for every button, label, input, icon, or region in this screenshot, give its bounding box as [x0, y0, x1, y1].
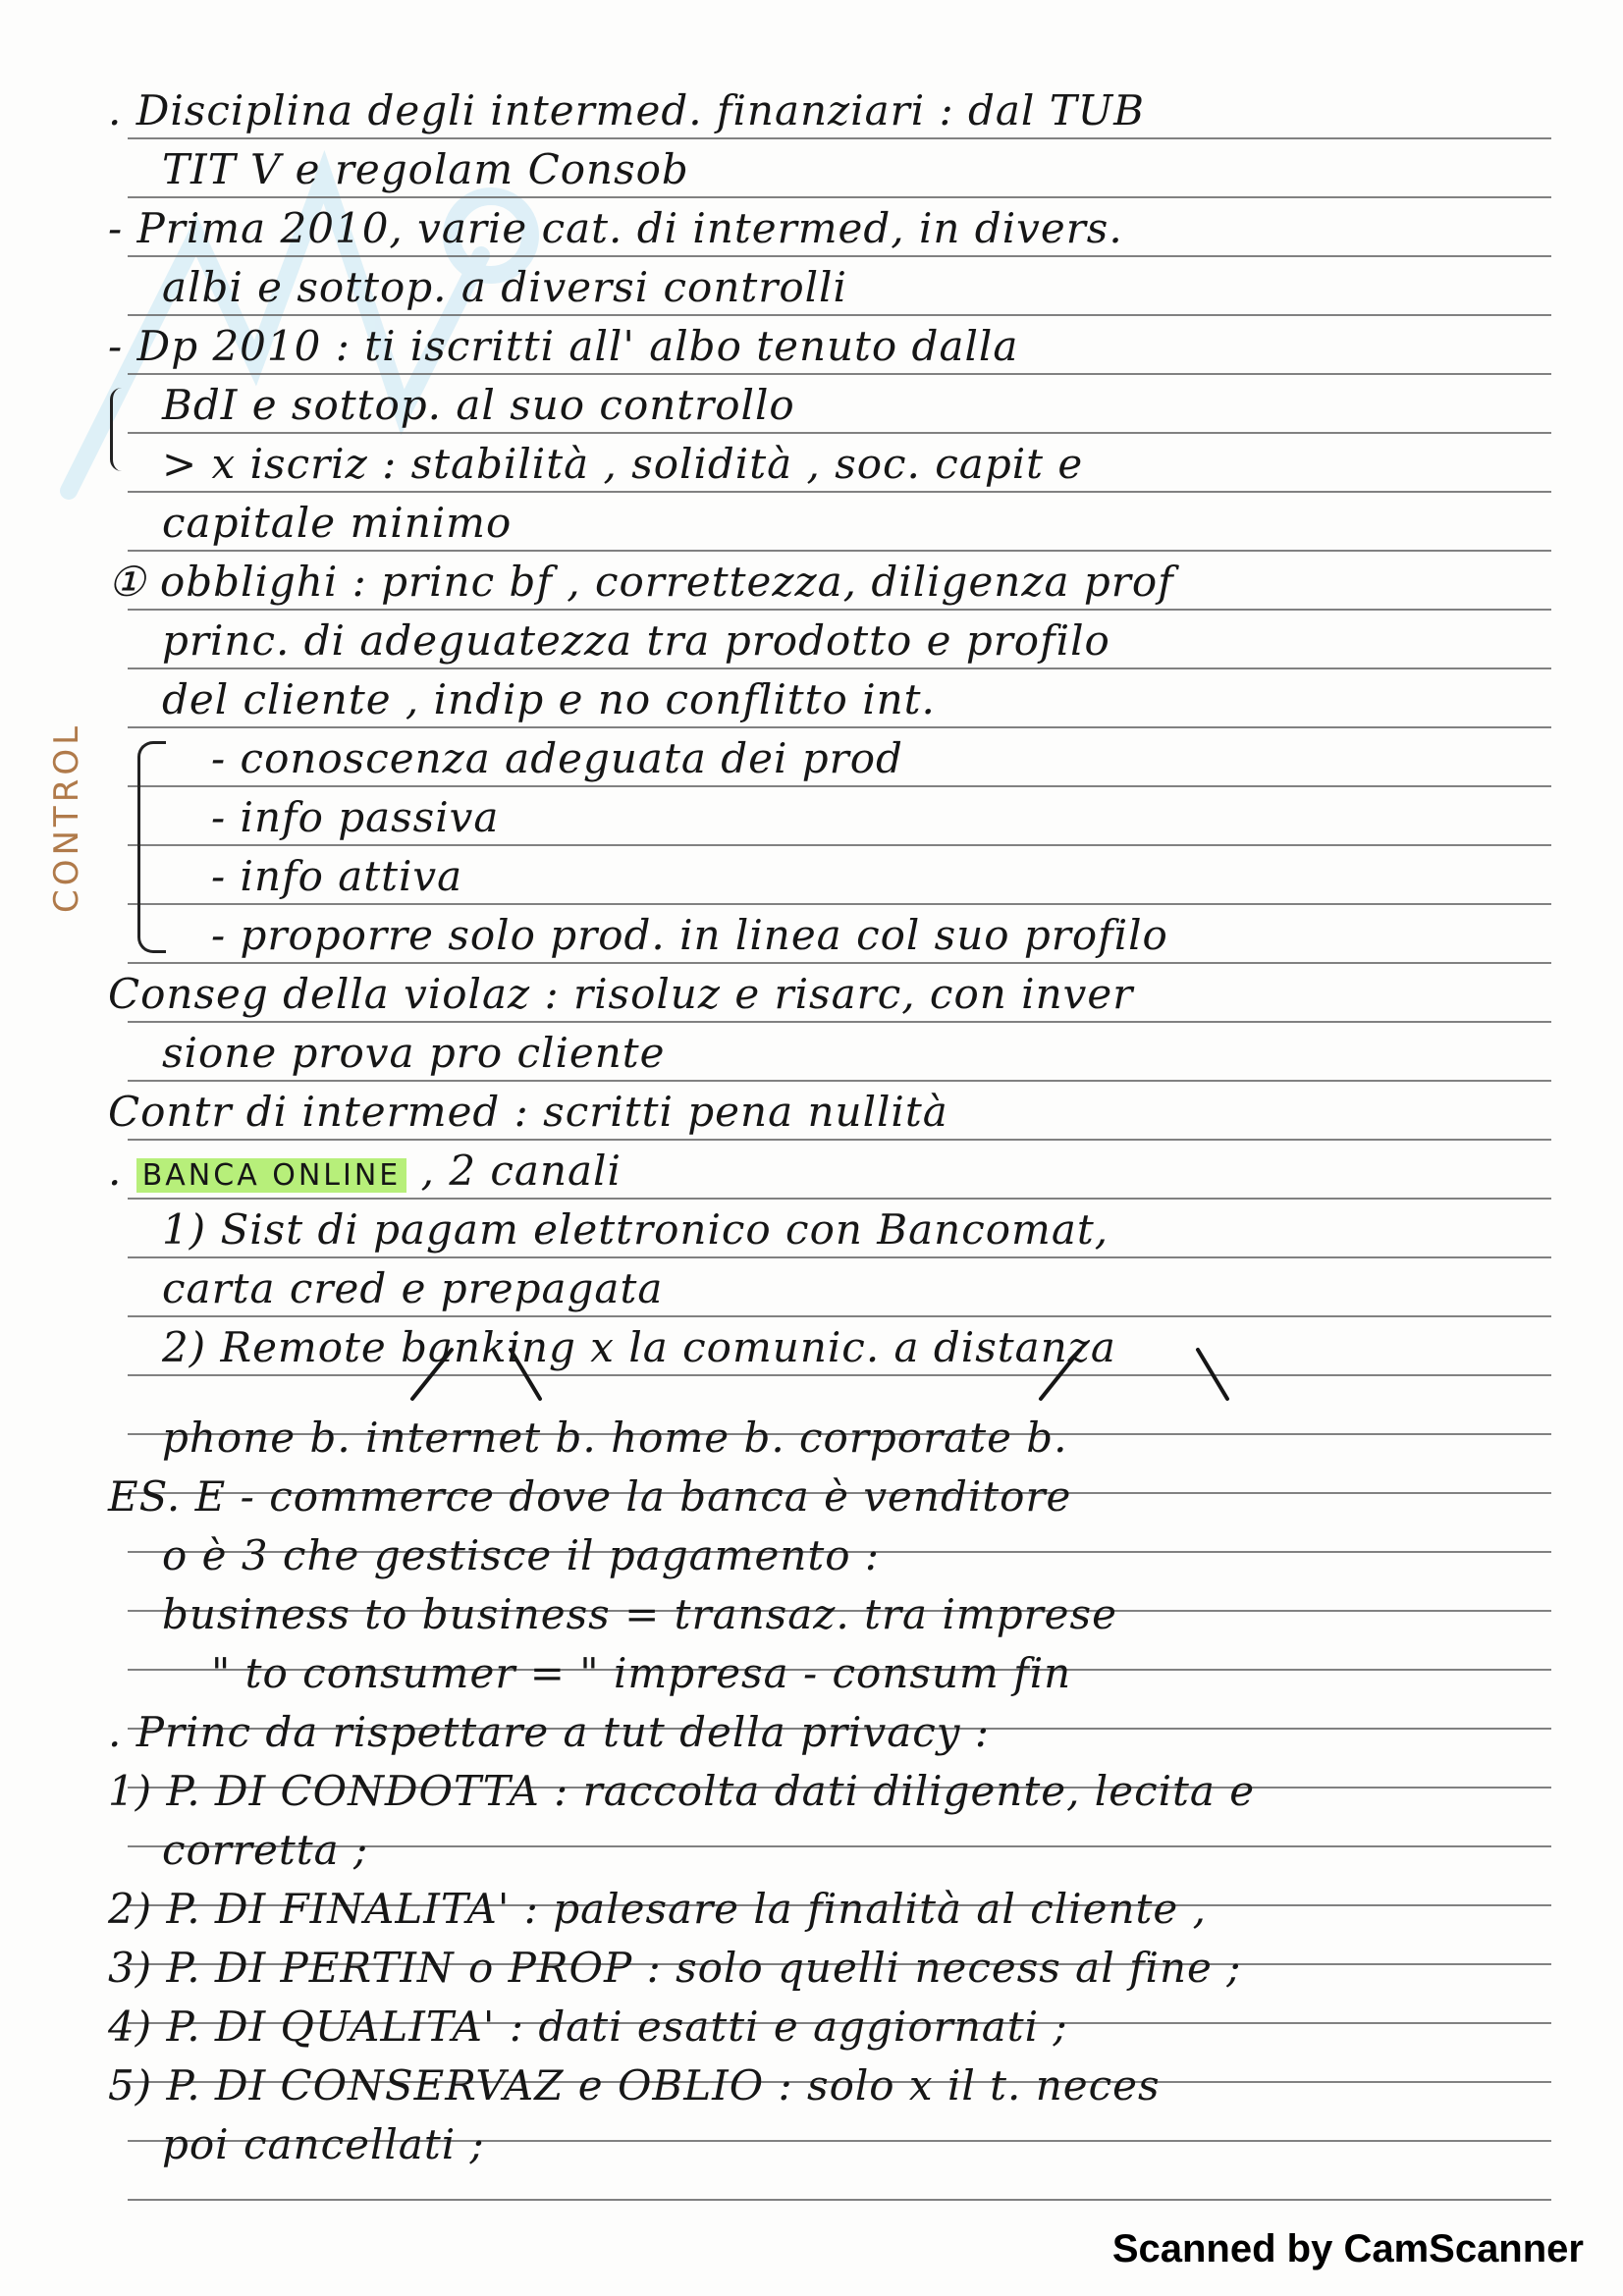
ruled-line	[128, 491, 1551, 493]
ruled-line	[128, 1080, 1551, 1082]
note-line-suffix: , 2 canali	[406, 1147, 622, 1195]
note-line: o è 3 che gestisce il pagamento :	[162, 1531, 881, 1579]
note-line: business to business = transaz. tra imprese	[162, 1590, 1117, 1638]
note-line: 4) P. DI QUALITA' : dati esatti e aggiornati ;	[108, 2002, 1068, 2051]
note-line: " to consumer = " impresa - consum fin	[211, 1649, 1072, 1697]
note-line: carta cred e prepagata	[162, 1264, 664, 1312]
highlighted-heading: BANCA ONLINE	[136, 1158, 407, 1193]
note-line: 2) P. DI FINALITA' : palesare la finalità al cliente ,	[108, 1885, 1207, 1933]
note-line: ES. E - commerce dove la banca è venditore	[108, 1472, 1072, 1521]
ruled-line	[128, 1139, 1551, 1141]
note-line: 3) P. DI PERTIN o PROP : solo quelli necess al fine ;	[108, 1944, 1242, 1992]
note-line: del cliente , indip e no conflitto int.	[162, 675, 936, 723]
note-line: . Princ da rispettare a tut della privacy :	[108, 1708, 991, 1756]
note-line: 1) P. DI CONDOTTA : raccolta dati diligente, lecita e	[108, 1767, 1256, 1815]
ruled-line	[128, 667, 1551, 669]
margin-note: CONTROL	[47, 721, 86, 913]
ruled-line	[128, 844, 1551, 846]
ruled-line	[128, 196, 1551, 198]
ruled-line	[128, 726, 1551, 728]
dot-bullet: .	[108, 1147, 136, 1195]
ruled-line	[128, 550, 1551, 552]
note-line: ① obblighi : princ bf , correttezza, diligenza prof	[108, 558, 1174, 606]
note-line: phone b. internet b. home b. corporate b.	[162, 1414, 1068, 1462]
note-line: . Disciplina degli intermed. finanziari : dal TUB	[108, 86, 1145, 134]
ruled-line	[128, 314, 1551, 316]
ruled-line	[128, 432, 1551, 434]
ruled-line	[128, 785, 1551, 787]
note-line: Conseg della violaz : risoluz e risarc, con inver	[108, 970, 1134, 1018]
note-line: 1) Sist di pagam elettronico con Bancomat,	[162, 1205, 1109, 1254]
branch-arrows	[393, 1345, 1276, 1404]
ruled-line	[128, 373, 1551, 375]
note-line: - info attiva	[211, 852, 463, 900]
note-line: - info passiva	[211, 793, 500, 841]
note-line: Contr di intermed : scritti pena nullità	[108, 1088, 948, 1136]
note-line: - Prima 2010, varie cat. di intermed, in divers.	[108, 204, 1123, 252]
note-line: > x iscriz : stabilità , solidità , soc. capit e	[162, 440, 1084, 488]
note-line: corretta ;	[162, 1826, 369, 1874]
ruled-line	[128, 1315, 1551, 1317]
ruled-line	[128, 609, 1551, 611]
ruled-line	[128, 962, 1551, 964]
ruled-line	[128, 137, 1551, 139]
note-line: - proporre solo prod. in linea col suo profilo	[211, 911, 1168, 959]
note-line: 5) P. DI CONSERVAZ e OBLIO : solo x il t. neces	[108, 2061, 1161, 2109]
note-line: - conoscenza adeguata dei prod	[211, 734, 903, 782]
scanner-credit: Scanned by CamScanner	[1111, 2227, 1584, 2270]
ruled-line	[128, 1256, 1551, 1258]
ruled-line	[128, 1021, 1551, 1023]
note-line: princ. di adeguatezza tra prodotto e profilo	[162, 616, 1110, 665]
ruled-line	[128, 903, 1551, 905]
note-line: BdI e sottop. al suo controllo	[162, 381, 795, 429]
bracket-mark	[137, 741, 166, 953]
note-line: - Dp 2010 : ti iscritti all' albo tenuto dalla	[108, 322, 1019, 370]
ruled-line	[128, 255, 1551, 257]
note-line: poi cancellati ;	[162, 2120, 485, 2168]
note-line-highlighted	[108, 1147, 1561, 1201]
bracket-mark	[110, 388, 135, 471]
note-line: albi e sottop. a diversi controlli	[162, 263, 847, 311]
note-line: sione prova pro cliente	[162, 1029, 666, 1077]
note-line: 2) Remote banking x la comunic. a distanza	[162, 1323, 1116, 1371]
note-line: TIT V e regolam Consob	[162, 145, 689, 193]
ruled-line	[128, 2199, 1551, 2201]
note-line: capitale minimo	[162, 499, 513, 547]
